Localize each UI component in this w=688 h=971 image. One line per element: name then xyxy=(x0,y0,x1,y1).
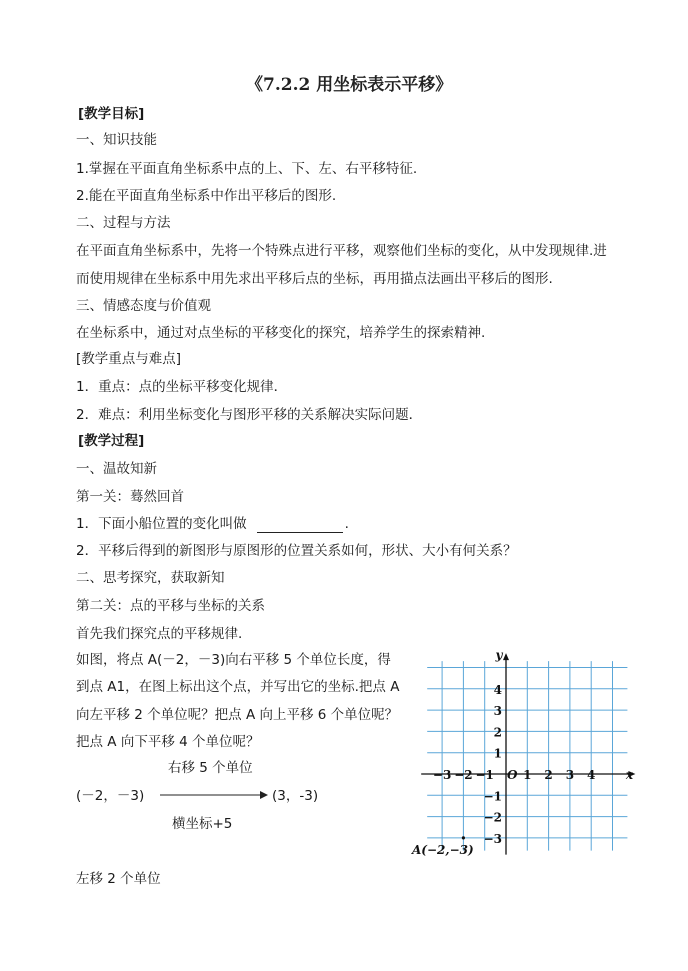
goals-header: [教学目标] xyxy=(78,106,145,122)
y-tick-label: 2 xyxy=(493,725,502,740)
exercise-line-1: 如图，将点 A(－2，－3)向右平移 5 个单位长度，得 xyxy=(76,652,391,668)
origin-label: O xyxy=(507,768,518,782)
x-tick-label: −1 xyxy=(475,768,494,782)
intro-text: 首先我们探究点的平移规律. xyxy=(76,626,243,642)
process-method-heading: 二、过程与方法 xyxy=(76,215,171,231)
page-title: 《7.2.2 用坐标表示平移》 xyxy=(246,75,453,95)
x-tick-label: 4 xyxy=(587,768,596,782)
y-tick-label: −3 xyxy=(483,831,502,846)
axes xyxy=(421,653,635,855)
knowledge-item-1: 1.掌握在平面直角坐标系中点的上、下、左、右平移特征. xyxy=(76,161,418,177)
from-coordinate: (－2，－3) xyxy=(76,788,145,804)
pass-two-label: 第二关：点的平移与坐标的关系 xyxy=(76,598,265,614)
question-1 xyxy=(76,515,349,533)
x-plus-label: 横坐标+5 xyxy=(172,816,233,832)
process-method-line-1: 在平面直角坐标系中，先将一个特殊点进行平移，观察他们坐标的变化，从中发现规律.进 xyxy=(76,243,607,259)
grid-lines xyxy=(427,661,627,851)
exercise-line-3: 向左平移 2 个单位呢？把点 A 向上平移 6 个单位呢？ xyxy=(76,707,399,723)
question-1-end: . xyxy=(344,516,349,532)
point-a-marker xyxy=(462,836,465,839)
focus-header: [教学重点与难点] xyxy=(76,351,182,367)
point-a-label: A(−2,−3) xyxy=(412,842,474,857)
process-header: [教学过程] xyxy=(78,433,145,449)
x-tick-label: 2 xyxy=(544,768,553,782)
exercise-line-2: 到点 A1，在图上标出这个点，并写出它的坐标.把点 A xyxy=(76,679,400,695)
move-right-label: 右移 5 个单位 xyxy=(168,760,253,776)
to-coordinate: (3，-3) xyxy=(272,788,319,804)
y-tick-label: 3 xyxy=(493,704,502,719)
exercise-line-4: 把点 A 向下平移 4 个单位呢？ xyxy=(76,734,260,750)
review-heading: 一、温故知新 xyxy=(76,461,157,477)
coordinate-grid xyxy=(412,645,632,860)
y-tick-label: 4 xyxy=(493,682,502,697)
knowledge-item-2: 2.能在平面直角坐标系中作出平移后的图形. xyxy=(76,188,337,204)
y-tick-label: −1 xyxy=(483,789,502,804)
x-tick-label: −3 xyxy=(432,768,452,782)
y-tick-label: −2 xyxy=(483,810,502,825)
y-tick-label: 1 xyxy=(493,746,502,761)
explore-heading: 二、思考探究，获取新知 xyxy=(76,570,225,586)
focus-item-1: 1．重点：点的坐标平移变化规律． xyxy=(76,379,288,395)
process-method-line-2: 而使用规律在坐标系中用先求出平移后点的坐标，再用描点法画出平移后的图形. xyxy=(76,271,553,287)
x-tick-label: 1 xyxy=(523,768,532,782)
y-axis-arrow xyxy=(503,653,509,660)
knowledge-heading: 一、知识技能 xyxy=(76,132,157,148)
question-2: 2．平移后得到的新图形与原图形的位置关系如何，形状、大小有何关系？ xyxy=(76,543,517,559)
x-tick-label: 3 xyxy=(565,768,575,782)
focus-item-2: 2．难点：利用坐标变化与图形平移的关系解决实际问题． xyxy=(76,407,423,423)
x-axis-label: x xyxy=(625,768,633,782)
question-1-text: 1．下面小船位置的变化叫做 xyxy=(76,516,247,532)
pass-one-label: 第一关：蓦然回首 xyxy=(76,489,184,505)
x-tick-label: −2 xyxy=(454,768,473,782)
move-left-label: 左移 2 个单位 xyxy=(76,871,161,887)
mapping-arrow xyxy=(158,787,270,803)
emotion-heading: 三、情感态度与价值观 xyxy=(76,298,211,314)
answer-blank xyxy=(257,519,343,533)
y-axis-label: y xyxy=(495,648,503,663)
emotion-line: 在坐标系中，通过对点坐标的平移变化的探究，培养学生的探索精神. xyxy=(76,325,486,341)
